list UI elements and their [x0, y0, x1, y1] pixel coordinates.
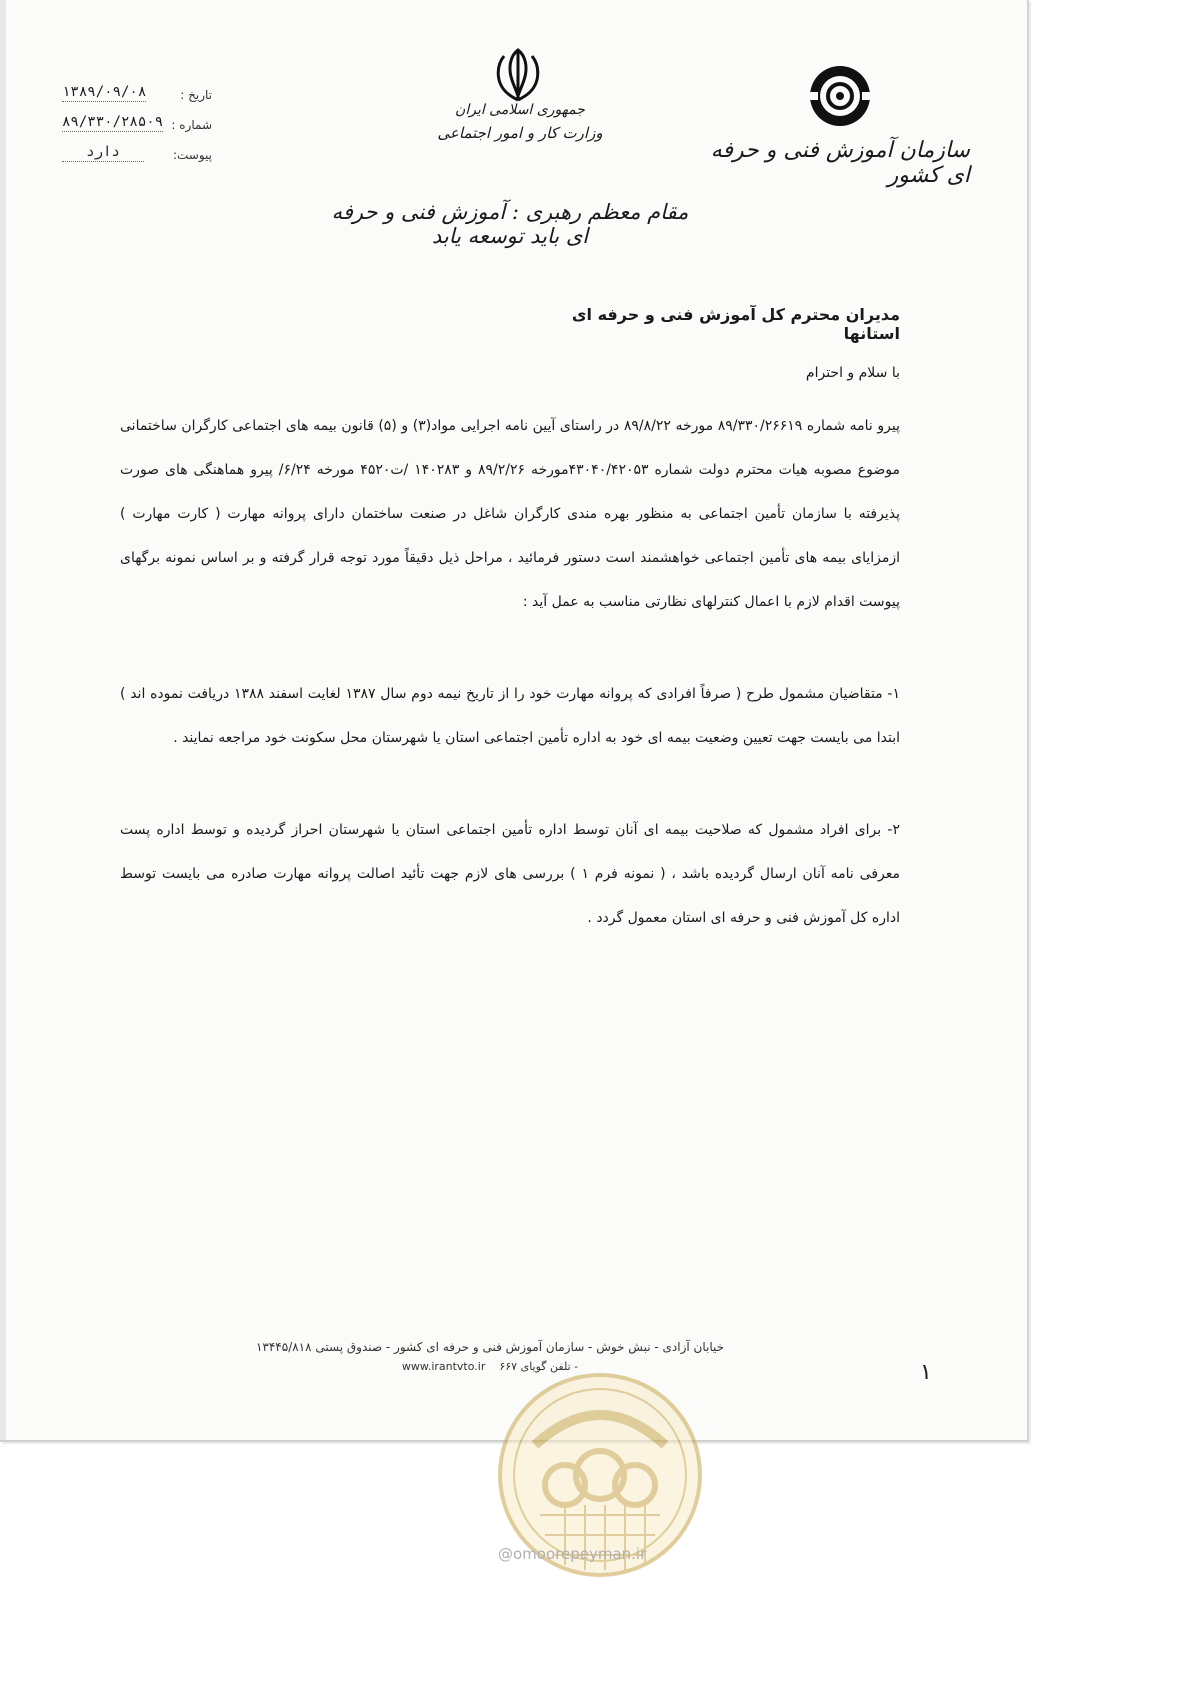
footer-phone: تلفن گویای ۶۶۷ - — [499, 1360, 579, 1373]
ministry-name: وزارت کار و امور اجتماعی — [437, 124, 603, 142]
recipient-heading: مدیران محترم کل آموزش فنی و حرفه ای استانها — [571, 305, 900, 343]
letter-meta — [62, 72, 212, 162]
number-row — [62, 102, 212, 132]
tvto-logo-icon — [800, 62, 880, 132]
footer-website: www.irantvto.ir — [401, 1360, 486, 1373]
attachment-row — [62, 132, 212, 162]
paragraph-item-2: ۲- برای افراد مشمول که صلاحیت بیمه ای آنان توسط اداره تأمین اجتماعی استان یا شهرستان احراز گردیده و توسط اداره پست معرفی نامه آنان ارسال گردیده باشد ، ( نمونه فرم ۱ ) بررسی های لازم جهت تأئید اصالت پروانه مهارت صادره می بایست توسط اداره کل آموزش فنی و حرفه ای استان معمول گردد . — [120, 822, 900, 926]
attachment-value: دارد — [62, 144, 144, 162]
date-label: تاریخ : — [180, 88, 212, 102]
republic-name: جمهوری اسلامی ایران — [455, 102, 585, 118]
ministry-block — [430, 102, 610, 142]
paragraph-intro: پیرو نامه شماره ۸۹/۳۳۰/۲۶۶۱۹ مورخه ۸۹/۸/۲۲ در راستای آیین نامه اجرایی مواد(۳) و (۵) قانون بیمه های اجتماعی کارگران ساختمانی موضوع مصوبه هیات محترم دولت شماره ۴۳۰۴۰/۴۲۰۵۳مورخه ۸۹/۲/۲۶ و ۱۴۰۲۸۳ /ت۴۵۲۰ مورخه ۶/۲۴/ پیرو هماهنگی های صورت پذیرفته با سازمان تأمین اجتماعی به منظور بهره مندی کارگران شاغل در صنعت ساختمان دارای پروانه مهارت ( کارت مهارت ) ازمزایای بیمه های تأمین اجتماعی خواهشمند است دستور فرمائید ، مراحل ذیل دقیقاً مورد توجه قرار گرفته و بر اساس نمونه برگهای پیوست اقدام لازم با اعمال کنترلهای نظارتی مناسب به عمل آید : — [120, 418, 901, 610]
greeting: با سلام و احترام — [805, 365, 900, 381]
number-value: ۸۹/۳۳۰/۲۸۵۰۹ — [62, 114, 164, 130]
leader-slogan: مقام معظم رهبری : آموزش فنی و حرفه ای باید توسعه یابد — [331, 200, 689, 248]
iran-emblem-icon — [490, 46, 546, 104]
scan-edge — [0, 0, 6, 1440]
date-value: ۱۳۸۹/۰۹/۰۸ — [62, 84, 147, 100]
organization-name: سازمان آموزش فنی و حرفه ای کشور — [710, 138, 970, 188]
watermark-site: @omoorepeyman.ir — [498, 1545, 647, 1563]
footer-address: خیابان آزادی - نبش خوش - سازمان آموزش فنی و حرفه ای کشور - صندوق پستی ۱۳۴۴۵/۸۱۸ — [255, 1340, 725, 1354]
date-row — [62, 72, 212, 102]
page-number: ۱ — [920, 1360, 932, 1385]
number-label: شماره : — [171, 118, 212, 132]
attachment-label: پیوست: — [172, 148, 212, 162]
paragraph-item-1: ۱- متقاضیان مشمول طرح ( صرفاً افرادی که پروانه مهارت خود را از تاریخ نیمه دوم سال ۱۳۸۷ لغایت اسفند ۱۳۸۸ دریافت نموده اند ) ابتدا می بایست جهت تعیین وضعیت بیمه ای خود به اداره تأمین اجتماعی استان یا شهرستان محل سکونت خود مراجعه نمایند . — [120, 686, 900, 746]
